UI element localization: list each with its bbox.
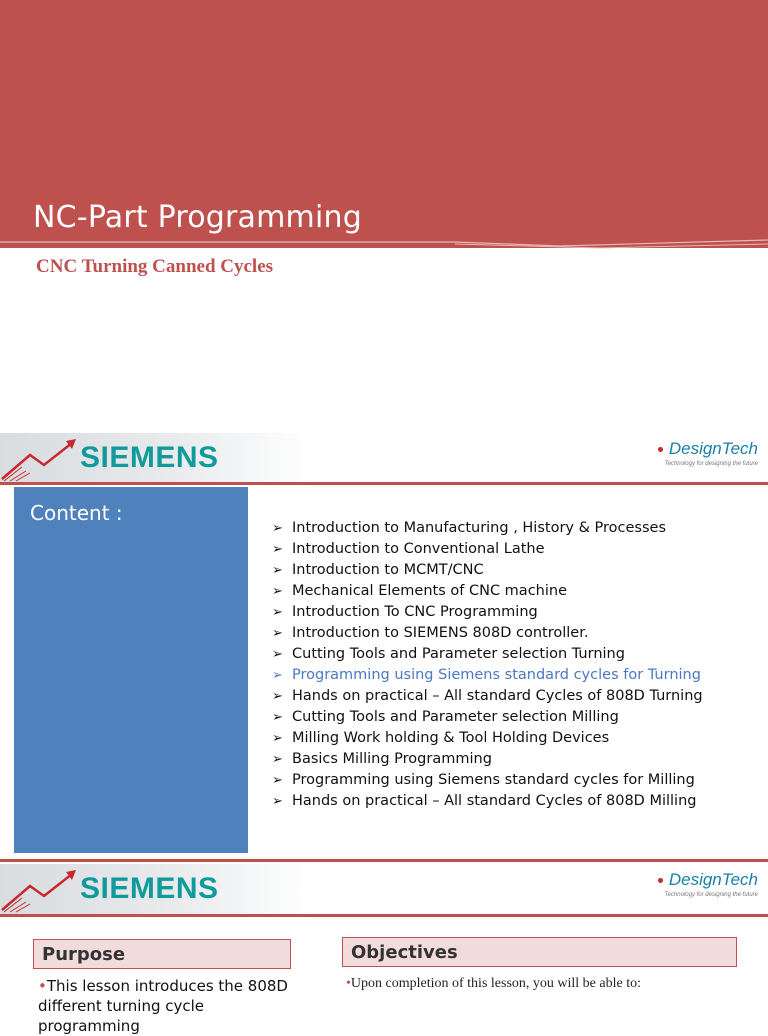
slide-title: NC-Part Programming bbox=[33, 200, 362, 235]
arrow-bullet-icon: ➢ bbox=[272, 542, 283, 557]
partner-tagline: Technology for designing the future bbox=[664, 892, 758, 898]
purpose-box bbox=[33, 939, 291, 969]
content-heading: Content : bbox=[30, 501, 123, 525]
arrow-bullet-icon: ➢ bbox=[272, 647, 283, 662]
arrow-bullet-icon: ➢ bbox=[272, 521, 283, 536]
arrow-bullet-icon: ➢ bbox=[272, 563, 283, 578]
title-band-wave bbox=[0, 240, 768, 250]
bullet-icon: • bbox=[38, 977, 47, 995]
header-divider-2 bbox=[0, 914, 768, 917]
arrow-bullet-icon: ➢ bbox=[272, 626, 283, 641]
content-list-item bbox=[272, 791, 703, 812]
arrow-bullet-icon: ➢ bbox=[272, 605, 283, 620]
content-list-item bbox=[272, 602, 703, 623]
content-list-item-label: Programming using Siemens standard cycles for Turning bbox=[292, 667, 701, 683]
arrow-bullet-icon: ➢ bbox=[272, 668, 283, 683]
designtech-logo bbox=[658, 870, 758, 898]
content-panel bbox=[14, 487, 248, 853]
siemens-logo: SIEMENS bbox=[80, 441, 219, 474]
arrow-bullet-icon: ➢ bbox=[272, 794, 283, 809]
content-list-item bbox=[272, 518, 703, 539]
purpose-label: Purpose bbox=[42, 944, 126, 965]
objectives-label: Objectives bbox=[351, 942, 458, 963]
arrow-bullet-icon: ➢ bbox=[272, 689, 283, 704]
bullet-icon: • bbox=[346, 976, 351, 991]
red-dot-icon bbox=[658, 447, 663, 452]
content-list-item-label: Introduction to Manufacturing , History & Processes bbox=[292, 520, 666, 536]
arrow-bullet-icon: ➢ bbox=[272, 584, 283, 599]
partner-name: DesignTech bbox=[668, 439, 758, 458]
content-list-item-label: Introduction to MCMT/CNC bbox=[292, 562, 484, 578]
content-list-item-label: Hands on practical – All standard Cycles of 808D Milling bbox=[292, 793, 697, 809]
content-list-item-label: Programming using Siemens standard cycles for Milling bbox=[292, 772, 695, 788]
content-list-item-label: Basics Milling Programming bbox=[292, 751, 492, 767]
arrow-bullet-icon: ➢ bbox=[272, 731, 283, 746]
title-slide bbox=[0, 0, 768, 432]
arrow-bullet-icon: ➢ bbox=[272, 752, 283, 767]
purpose-text: •This lesson introduces the 808D different turning cycle programming bbox=[38, 977, 288, 1035]
content-list-item bbox=[272, 749, 703, 770]
content-list-item bbox=[272, 707, 703, 728]
objectives-text: •Upon completion of this lesson, you will be able to: bbox=[346, 976, 641, 991]
arrow-graphic-icon bbox=[0, 866, 90, 914]
content-list-item bbox=[272, 644, 703, 665]
content-list-item bbox=[272, 686, 703, 707]
content-list-item bbox=[272, 770, 703, 791]
content-list-item bbox=[272, 539, 703, 560]
content-list-item-label: Mechanical Elements of CNC machine bbox=[292, 583, 567, 599]
siemens-header-2 bbox=[0, 864, 768, 916]
siemens-header bbox=[0, 433, 768, 485]
content-list-item bbox=[272, 728, 703, 749]
content-list bbox=[272, 518, 703, 812]
content-list-item-label: Hands on practical – All standard Cycles of 808D Turning bbox=[292, 688, 703, 704]
content-list-item-label: Cutting Tools and Parameter selection Turning bbox=[292, 646, 625, 662]
partner-name: DesignTech bbox=[668, 870, 758, 889]
arrow-bullet-icon: ➢ bbox=[272, 710, 283, 725]
content-list-item bbox=[272, 623, 703, 644]
content-list-item-label: Introduction to Conventional Lathe bbox=[292, 541, 545, 557]
content-list-item bbox=[272, 560, 703, 581]
objectives-box bbox=[342, 937, 737, 967]
content-list-item bbox=[272, 665, 703, 686]
content-list-item-label: Milling Work holding & Tool Holding Devices bbox=[292, 730, 610, 746]
slide-divider bbox=[0, 859, 768, 862]
red-dot-icon bbox=[658, 878, 663, 883]
slide-subtitle: CNC Turning Canned Cycles bbox=[36, 256, 274, 277]
content-list-item-label: Introduction To CNC Programming bbox=[292, 604, 538, 620]
arrow-bullet-icon: ➢ bbox=[272, 773, 283, 788]
siemens-logo: SIEMENS bbox=[80, 872, 219, 905]
content-list-item bbox=[272, 581, 703, 602]
header-divider bbox=[0, 482, 768, 485]
content-list-item-label: Introduction to SIEMENS 808D controller. bbox=[292, 625, 589, 641]
designtech-logo bbox=[658, 439, 758, 467]
content-list-item-label: Cutting Tools and Parameter selection Milling bbox=[292, 709, 619, 725]
partner-tagline: Technology for designing the future bbox=[664, 461, 758, 467]
arrow-graphic-icon bbox=[0, 435, 90, 483]
